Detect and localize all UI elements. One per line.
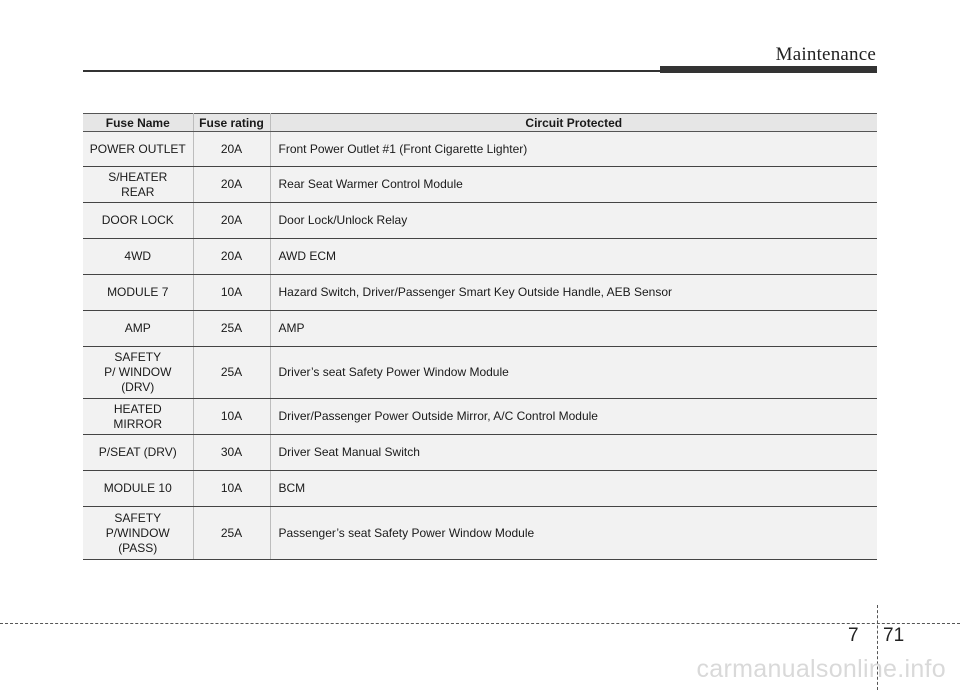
fuse-name-cell: SAFETY P/WINDOW (PASS) (83, 507, 193, 560)
fuse-table-body (83, 132, 877, 560)
fuse-rating-cell: 25A (193, 507, 270, 560)
fuse-rating-cell: 10A (193, 471, 270, 507)
page-number: 71 (883, 625, 905, 646)
page-header-title: Maintenance (775, 44, 876, 65)
header-rule-accent (660, 66, 877, 73)
fuse-name-cell: P/SEAT (DRV) (83, 435, 193, 471)
circuit-protected-cell: Rear Seat Warmer Control Module (270, 167, 877, 203)
fuse-rating-cell: 10A (193, 399, 270, 435)
fuse-name-cell: 4WD (83, 239, 193, 275)
fuse-name-cell: POWER OUTLET (83, 132, 193, 167)
fuse-rating-cell: 20A (193, 132, 270, 167)
fuse-name-cell: DOOR LOCK (83, 203, 193, 239)
table-row (83, 435, 877, 471)
table-row (83, 203, 877, 239)
fuse-rating-cell: 20A (193, 203, 270, 239)
circuit-protected-cell: Hazard Switch, Driver/Passenger Smart Key Outside Handle, AEB Sensor (270, 275, 877, 311)
table-row (83, 347, 877, 399)
circuit-protected-cell: Passenger’s seat Safety Power Window Module (270, 507, 877, 560)
fuse-name-cell: SAFETY P/ WINDOW (DRV) (83, 347, 193, 399)
column-header-fuse-name: Fuse Name (83, 114, 193, 132)
table-header-row (83, 114, 877, 132)
circuit-protected-cell: Driver Seat Manual Switch (270, 435, 877, 471)
circuit-protected-cell: AMP (270, 311, 877, 347)
fuse-name-cell: HEATED MIRROR (83, 399, 193, 435)
fuse-rating-cell: 20A (193, 239, 270, 275)
fuse-name-cell: MODULE 7 (83, 275, 193, 311)
table-row (83, 399, 877, 435)
footer-divider (0, 623, 960, 624)
circuit-protected-cell: Front Power Outlet #1 (Front Cigarette Lighter) (270, 132, 877, 167)
table-row (83, 239, 877, 275)
table-row (83, 507, 877, 560)
table-row (83, 167, 877, 203)
fuse-name-cell: MODULE 10 (83, 471, 193, 507)
fuse-rating-cell: 20A (193, 167, 270, 203)
fuse-table (83, 113, 877, 560)
circuit-protected-cell: BCM (270, 471, 877, 507)
fuse-rating-cell: 10A (193, 275, 270, 311)
fuse-rating-cell: 25A (193, 311, 270, 347)
header-rule (83, 70, 660, 72)
chapter-number: 7 (848, 625, 859, 646)
column-header-circuit-protected: Circuit Protected (270, 114, 877, 132)
table-row (83, 132, 877, 167)
fuse-rating-cell: 30A (193, 435, 270, 471)
table-row (83, 275, 877, 311)
watermark-text: carmanualsonline.info (696, 655, 946, 683)
fuse-name-cell: S/HEATER REAR (83, 167, 193, 203)
circuit-protected-cell: AWD ECM (270, 239, 877, 275)
column-header-fuse-rating: Fuse rating (193, 114, 270, 132)
circuit-protected-cell: Driver/Passenger Power Outside Mirror, A/C Control Module (270, 399, 877, 435)
circuit-protected-cell: Driver’s seat Safety Power Window Module (270, 347, 877, 399)
table-row (83, 471, 877, 507)
fuse-rating-cell: 25A (193, 347, 270, 399)
circuit-protected-cell: Door Lock/Unlock Relay (270, 203, 877, 239)
table-row (83, 311, 877, 347)
fuse-name-cell: AMP (83, 311, 193, 347)
